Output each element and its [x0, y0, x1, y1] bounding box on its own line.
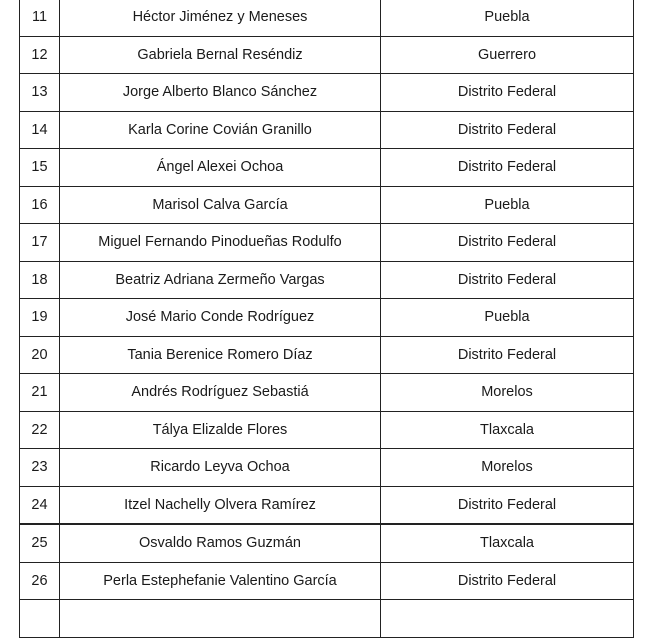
table-row: [20, 374, 634, 412]
row-number: 20: [20, 336, 60, 374]
participant-name: Beatriz Adriana Zermeño Vargas: [60, 261, 381, 299]
participant-state: [381, 600, 634, 638]
row-number: 23: [20, 449, 60, 487]
table-row: [20, 299, 634, 337]
table-row: [20, 111, 634, 149]
row-number: 13: [20, 74, 60, 112]
row-number: 24: [20, 486, 60, 524]
row-number: [20, 600, 60, 638]
participant-name: Miguel Fernando Pinodueñas Rodulfo: [60, 224, 381, 262]
table-row: [20, 449, 634, 487]
table-row: [20, 74, 634, 112]
table-body: [20, 0, 634, 637]
participant-name: Tályа Elizalde Flores: [60, 411, 381, 449]
row-number: 21: [20, 374, 60, 412]
table-row: [20, 524, 634, 562]
participant-name: Gabriela Bernal Reséndiz: [60, 36, 381, 74]
participant-state: Distrito Federal: [381, 562, 634, 600]
table-row: [20, 224, 634, 262]
row-number: 26: [20, 562, 60, 600]
participant-state: Distrito Federal: [381, 336, 634, 374]
participant-name: Andrés Rodríguez Sebastiá: [60, 374, 381, 412]
participant-name: José Mario Conde Rodríguez: [60, 299, 381, 337]
row-number: 22: [20, 411, 60, 449]
participant-state: Morelos: [381, 449, 634, 487]
participant-state: Tlaxcala: [381, 411, 634, 449]
row-number: 11: [20, 0, 60, 36]
participant-state: Puebla: [381, 299, 634, 337]
table-row: [20, 0, 634, 36]
row-number: 15: [20, 149, 60, 187]
table-row: [20, 562, 634, 600]
participant-name: Osvaldo Ramos Guzmán: [60, 524, 381, 562]
table-row: [20, 411, 634, 449]
participant-name: Héctor Jiménez y Meneses: [60, 0, 381, 36]
row-number: 16: [20, 186, 60, 224]
participant-name: Tania Berenice Romero Díaz: [60, 336, 381, 374]
participants-table: [19, 0, 634, 638]
participant-state: Distrito Federal: [381, 111, 634, 149]
participant-name: Jorge Alberto Blanco Sánchez: [60, 74, 381, 112]
table-row: [20, 486, 634, 524]
participant-state: Guerrero: [381, 36, 634, 74]
table-row: [20, 336, 634, 374]
row-number: 18: [20, 261, 60, 299]
participant-name: Perla Estephefanie Valentino García: [60, 562, 381, 600]
participant-state: Morelos: [381, 374, 634, 412]
participant-name: Itzel Nachelly Olvera Ramírez: [60, 486, 381, 524]
table-row: [20, 36, 634, 74]
participant-state: Puebla: [381, 0, 634, 36]
participant-name: Ricardo Leyva Ochoa: [60, 449, 381, 487]
row-number: 14: [20, 111, 60, 149]
participant-name: Marisol Calva García: [60, 186, 381, 224]
participant-state: Puebla: [381, 186, 634, 224]
row-number: 19: [20, 299, 60, 337]
participant-name: [60, 600, 381, 638]
table-row-partial: [20, 600, 634, 638]
table-row: [20, 186, 634, 224]
table-row: [20, 261, 634, 299]
participant-state: Distrito Federal: [381, 261, 634, 299]
participant-name: Ángel Alexei Ochoa: [60, 149, 381, 187]
participant-state: Distrito Federal: [381, 486, 634, 524]
row-number: 17: [20, 224, 60, 262]
row-number: 25: [20, 524, 60, 562]
participant-name: Karla Corine Covián Granillo: [60, 111, 381, 149]
table-row: [20, 149, 634, 187]
participant-state: Tlaxcala: [381, 524, 634, 562]
participant-state: Distrito Federal: [381, 149, 634, 187]
participant-state: Distrito Federal: [381, 74, 634, 112]
row-number: 12: [20, 36, 60, 74]
participant-state: Distrito Federal: [381, 224, 634, 262]
